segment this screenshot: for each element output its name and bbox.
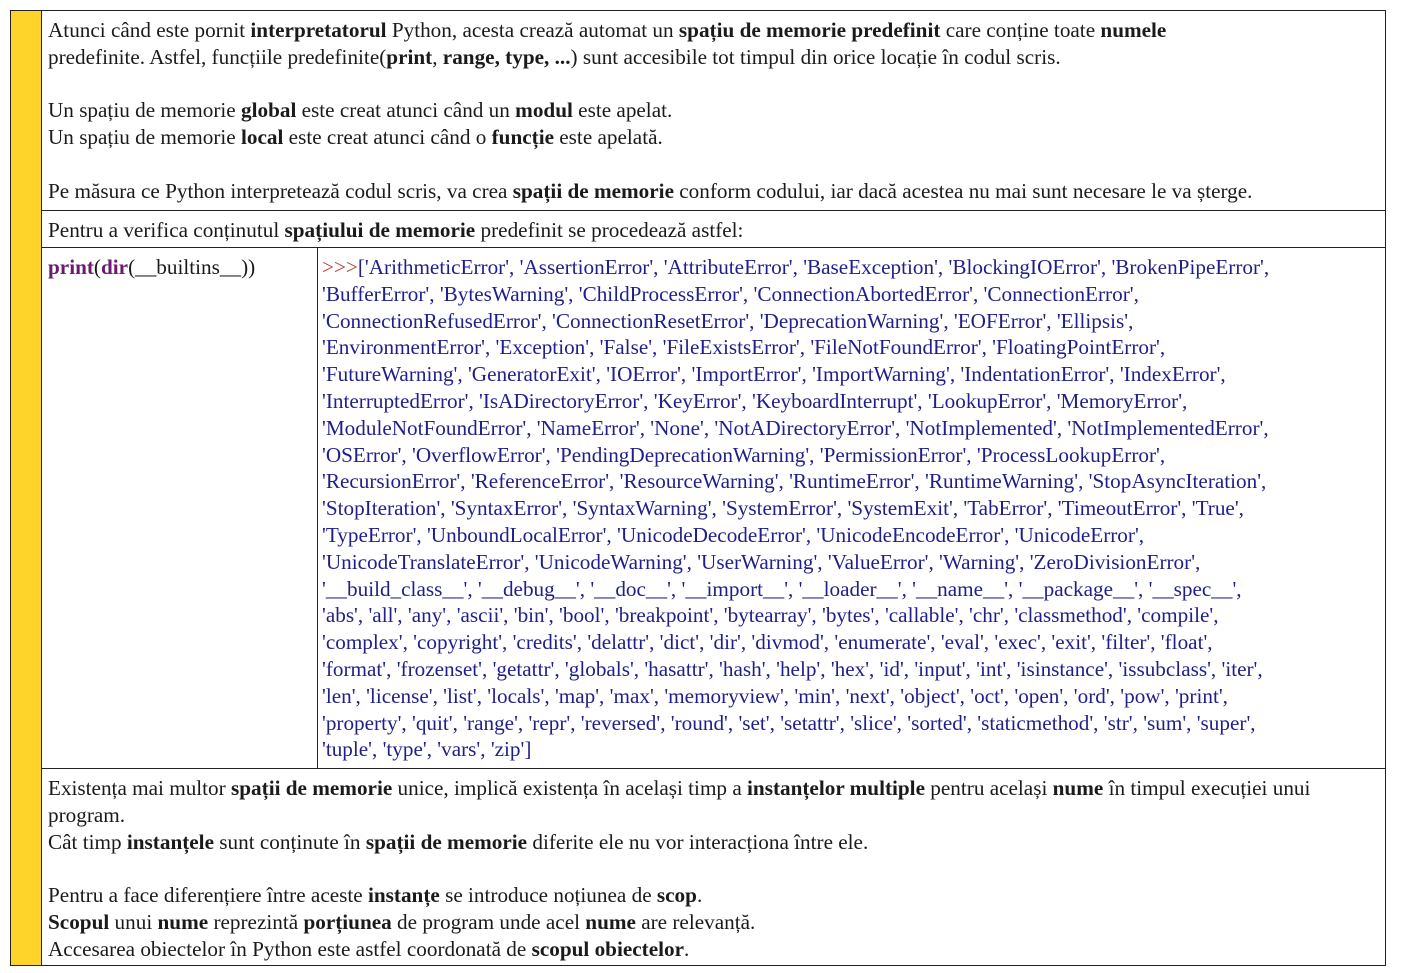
bold-term: instanțelor multiple	[747, 776, 925, 800]
text: Existența mai multor	[48, 776, 232, 800]
text: de program unde acel	[391, 909, 586, 934]
bold-term: instanțe	[367, 883, 440, 908]
text: are relevanță.	[635, 909, 756, 934]
text: sunt conținute în	[213, 829, 366, 854]
keyword-dir: dir	[100, 255, 129, 279]
text: .	[684, 936, 690, 961]
output-line: 'ConnectionRefusedError', 'ConnectionResetError', 'DeprecationWarning', 'EOFError', 'Ellipsis',	[322, 308, 1134, 333]
text: pentru același	[924, 776, 1053, 800]
text-paragraph	[48, 775, 1379, 829]
text: este creat atunci când o	[283, 125, 492, 150]
bold-term: global	[241, 98, 297, 123]
bold-term: scopul obiectelor	[531, 936, 684, 961]
bold-term: spații de memorie	[365, 829, 528, 854]
text: este apelată.	[553, 125, 663, 150]
bold-term: range, type, ...	[442, 44, 571, 69]
output-line: 'EnvironmentError', 'Exception', 'False', 'FileExistsError', 'FileNotFoundError', 'FloatingPointError',	[322, 335, 1166, 360]
output-line: 'OSError', 'OverflowError', 'PendingDeprecationWarning', 'PermissionError', 'ProcessLookupError',	[322, 442, 1166, 467]
text-line	[48, 178, 1379, 205]
output-line	[322, 254, 1379, 281]
accent-bar	[11, 11, 42, 965]
text: Pentru a face diferențiere între aceste	[48, 883, 368, 908]
output-line: 'len', 'license', 'list', 'locals', 'map', 'max', 'memoryview', 'min', 'next', 'object', 'oct', 'open', 'ord', 'pow', 'print',	[322, 683, 1228, 708]
output-text: ['ArithmeticError', 'AssertionError', 'AttributeError', 'BaseException', 'BlockingIOError', 'BrokenPipeError',	[357, 255, 1270, 279]
bold-term: spații de memorie	[231, 776, 393, 800]
code-text: (__builtins__))	[128, 255, 256, 279]
text: unui	[109, 909, 158, 934]
text: este apelat.	[572, 98, 673, 123]
code-example-row	[42, 247, 1385, 768]
text: conform codului, iar dacă acestea nu mai sunt necesare le va șterge.	[673, 178, 1253, 203]
text: predefinite. Astfel, funcțiile predefinite(	[48, 44, 387, 69]
output-line: 'TypeError', 'UnboundLocalError', 'UnicodeDecodeError', 'UnicodeEncodeError', 'UnicodeError',	[322, 522, 1145, 547]
output-line: 'ModuleNotFoundError', 'NameError', 'None', 'NotADirectoryError', 'NotImplemented', 'NotImplementedError',	[322, 415, 1269, 440]
bold-term: instanțele	[126, 829, 214, 854]
text: Atunci când este pornit	[48, 18, 251, 42]
output-line: 'RecursionError', 'ReferenceError', 'ResourceWarning', 'RuntimeError', 'RuntimeWarning', 'StopAsyncIteration',	[322, 469, 1267, 494]
code-line	[48, 254, 311, 281]
text: ) sunt accesibile tot timpul din orice locație în codul scris.	[570, 44, 1061, 69]
prompt-marker: >>>	[322, 255, 358, 279]
content-table	[42, 11, 1385, 965]
text: Python, acesta crează automat un	[386, 18, 679, 42]
bold-term: modul	[515, 98, 573, 123]
bold-term: print	[386, 44, 433, 69]
text-line	[48, 44, 1379, 71]
text-line	[48, 882, 1379, 909]
bold-term: spațiului de memorie	[284, 218, 476, 242]
scope-section	[42, 768, 1385, 967]
output-line: 'UnicodeTranslateError', 'UnicodeWarning', 'UserWarning', 'ValueError', 'Warning', 'ZeroDivisionError',	[322, 549, 1201, 574]
text: în timpul execuției unui program.	[48, 776, 1311, 827]
output-line: 'complex', 'copyright', 'credits', 'delattr', 'dict', 'dir', 'divmod', 'enumerate', 'eval', 'exec', 'exit', 'filter', 'float',	[322, 630, 1213, 655]
text: diferite ele nu vor interacționa între ele.	[527, 829, 869, 854]
code-cell	[42, 248, 318, 768]
text-line	[48, 909, 1379, 936]
keyword-print: print	[48, 255, 94, 279]
intro-section	[42, 11, 1385, 210]
output-line: 'FutureWarning', 'GeneratorExit', 'IOError', 'ImportError', 'ImportWarning', 'IndentationError', 'IndexError',	[322, 362, 1226, 387]
text-line	[48, 829, 1379, 856]
code-text: (	[93, 255, 101, 279]
text-line	[48, 936, 1379, 963]
bold-term: nume	[1052, 776, 1104, 800]
bold-term: nume	[585, 909, 636, 934]
bold-term: porțiunea	[303, 909, 392, 934]
text: unice, implică existența în același timp a	[392, 776, 748, 800]
text: se introduce noțiunea de	[439, 883, 657, 908]
text: predefinit se procedează astfel:	[475, 218, 744, 242]
bold-term: scop	[656, 883, 697, 908]
output-line: 'format', 'frozenset', 'getattr', 'globals', 'hasattr', 'hash', 'help', 'hex', 'id', 'input', 'int', 'isinstance', 'issubclass', 'iter',	[322, 656, 1263, 681]
text: Un spațiu de memorie	[48, 98, 241, 123]
bold-term: funcție	[491, 125, 554, 150]
output-line: 'property', 'quit', 'range', 'repr', 'reversed', 'round', 'set', 'setattr', 'slice', 'sorted', 'staticmethod', 'str', 'sum', 'super',	[322, 710, 1256, 735]
output-line: '__build_class__', '__debug__', '__doc__', '__import__', '__loader__', '__name__', '__package__', '__spec__',	[322, 576, 1242, 601]
text-line	[48, 217, 1379, 244]
text: care conține toate	[940, 18, 1101, 42]
bold-term: nume	[157, 909, 209, 934]
verify-section	[42, 210, 1385, 247]
text: este creat atunci când un	[296, 98, 516, 123]
bold-term: numele	[1100, 18, 1167, 42]
bold-term: spațiu de memorie predefinit	[678, 18, 941, 42]
text: Pe măsura ce Python interpretează codul scris, va crea	[48, 178, 513, 203]
text: Cât timp	[48, 829, 127, 854]
output-line: 'tuple', 'type', 'vars', 'zip']	[322, 737, 532, 762]
output-line: 'StopIteration', 'SyntaxError', 'SyntaxWarning', 'SystemError', 'SystemExit', 'TabError', 'TimeoutError', 'True',	[322, 496, 1244, 521]
text: .	[696, 883, 703, 908]
bold-term: spații de memorie	[512, 178, 674, 203]
output-line: 'BufferError', 'BytesWarning', 'ChildProcessError', 'ConnectionAbortedError', 'ConnectionError',	[322, 281, 1139, 306]
text: Un spațiu de memorie	[48, 125, 241, 150]
bold-term: local	[241, 125, 284, 150]
text-line	[48, 124, 1379, 151]
output-cell	[318, 248, 1385, 768]
text: Accesarea obiectelor în Python este astfel coordonată de	[48, 936, 532, 961]
text-line	[48, 97, 1379, 124]
output-line: 'abs', 'all', 'any', 'ascii', 'bin', 'bool', 'breakpoint', 'bytearray', 'bytes', 'callable', 'chr', 'classmethod', 'compile',	[322, 603, 1219, 628]
text-line	[48, 17, 1379, 44]
text: ,	[432, 44, 443, 69]
text: reprezintă	[208, 909, 304, 934]
bold-term: Scopul	[48, 909, 110, 934]
document-page	[10, 10, 1386, 966]
bold-term: interpretatorul	[250, 18, 387, 42]
text: Pentru a verifica conținutul	[48, 218, 285, 242]
output-line: 'InterruptedError', 'IsADirectoryError', 'KeyError', 'KeyboardInterrupt', 'LookupError', 'MemoryError',	[322, 388, 1188, 413]
